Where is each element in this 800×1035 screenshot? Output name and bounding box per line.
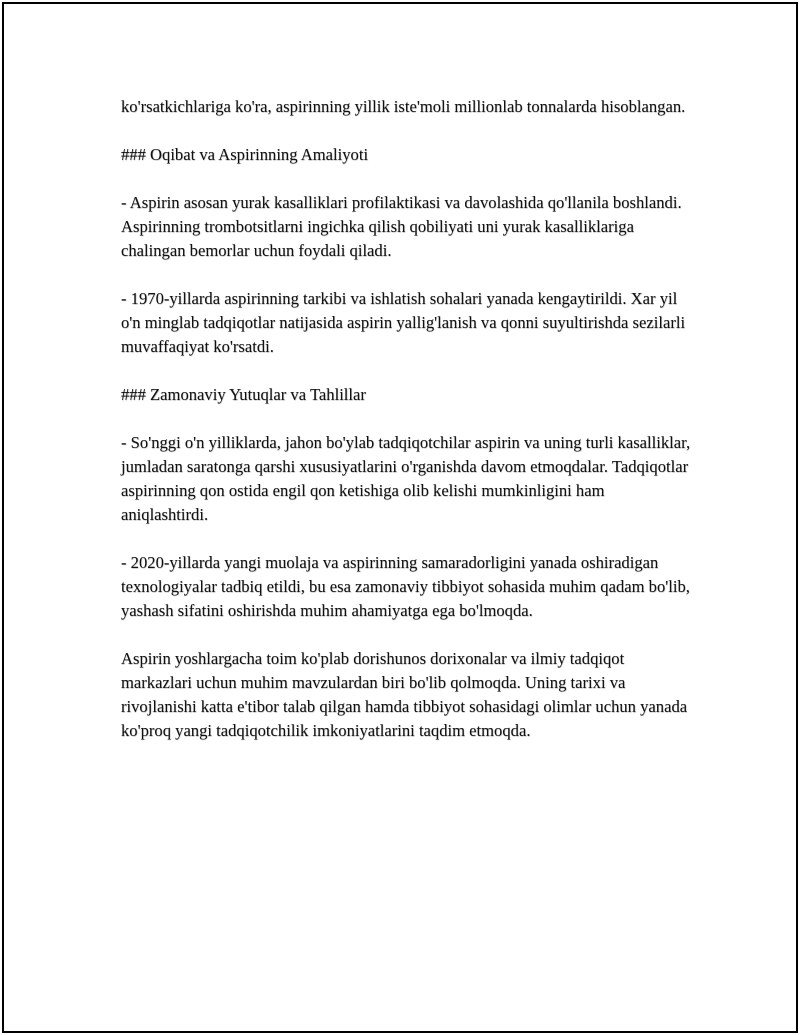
paragraph-2020s: - 2020-yillarda yangi muolaja va aspirinning samaradorligini yanada oshiradigan texnologiyalar tadbiq etildi, bu esa zamonaviy tibbiyot sohasida muhim qadam bo'lib, yashash sifatini oshirishda muhim ahamiyatga ega bo'lmoqda. — [121, 553, 690, 620]
paragraph-consumption: ko'rsatkichlariga ko'ra, aspirinning yillik iste'moli millionlab tonnalarda hisoblangan. — [121, 97, 686, 116]
heading-zamonaviy: ### Zamonaviy Yutuqlar va Tahlillar — [121, 385, 366, 404]
paragraph-heart-disease: - Aspirin asosan yurak kasalliklari profilaktikasi va davolashida qo'llanila boshlandi. Aspirinning trombotsitlarni ingichka qilish qobiliyati uni yurak kasalliklariga chalingan bemorlar uchun foydali qiladi. — [121, 193, 682, 260]
heading-oqibat: ### Oqibat va Aspirinning Amaliyoti — [121, 145, 369, 164]
document-body — [121, 95, 693, 743]
paragraph-1970s: - 1970-yillarda aspirinning tarkibi va ishlatish sohalari yanada kengaytirildi. Xar yil o'n minglab tadqiqotlar natijasida aspirin yallig'lanish va qonni suyultirishda sezilarli muvaffaqiyat ko'rsatdi. — [121, 289, 686, 356]
paragraph-recent-decades: - So'nggi o'n yilliklarda, jahon bo'ylab tadqiqotchilar aspirin va uning turli kasalliklar, jumladan saratonga qarshi xususiyatlarini o'rganishda davom etmoqdalar. Tadqiqotlar aspirinning qon ostida engil qon ketishiga olib kelishi mumkinligini ham aniqlashtirdi. — [121, 433, 691, 524]
paragraph-conclusion: Aspirin yoshlargacha toim ko'plab dorishunos dorixonalar va ilmiy tadqiqot markazlari uchun muhim mavzulardan biri bo'lib qolmoqda. Uning tarixi va rivojlanishi katta e'tibor talab qilgan hamda tibbiyot sohasidagi olimlar uchun yanada ko'proq yangi tadqiqotchilik imkoniyatlarini taqdim etmoqda. — [121, 649, 688, 740]
page-frame — [2, 2, 798, 1033]
